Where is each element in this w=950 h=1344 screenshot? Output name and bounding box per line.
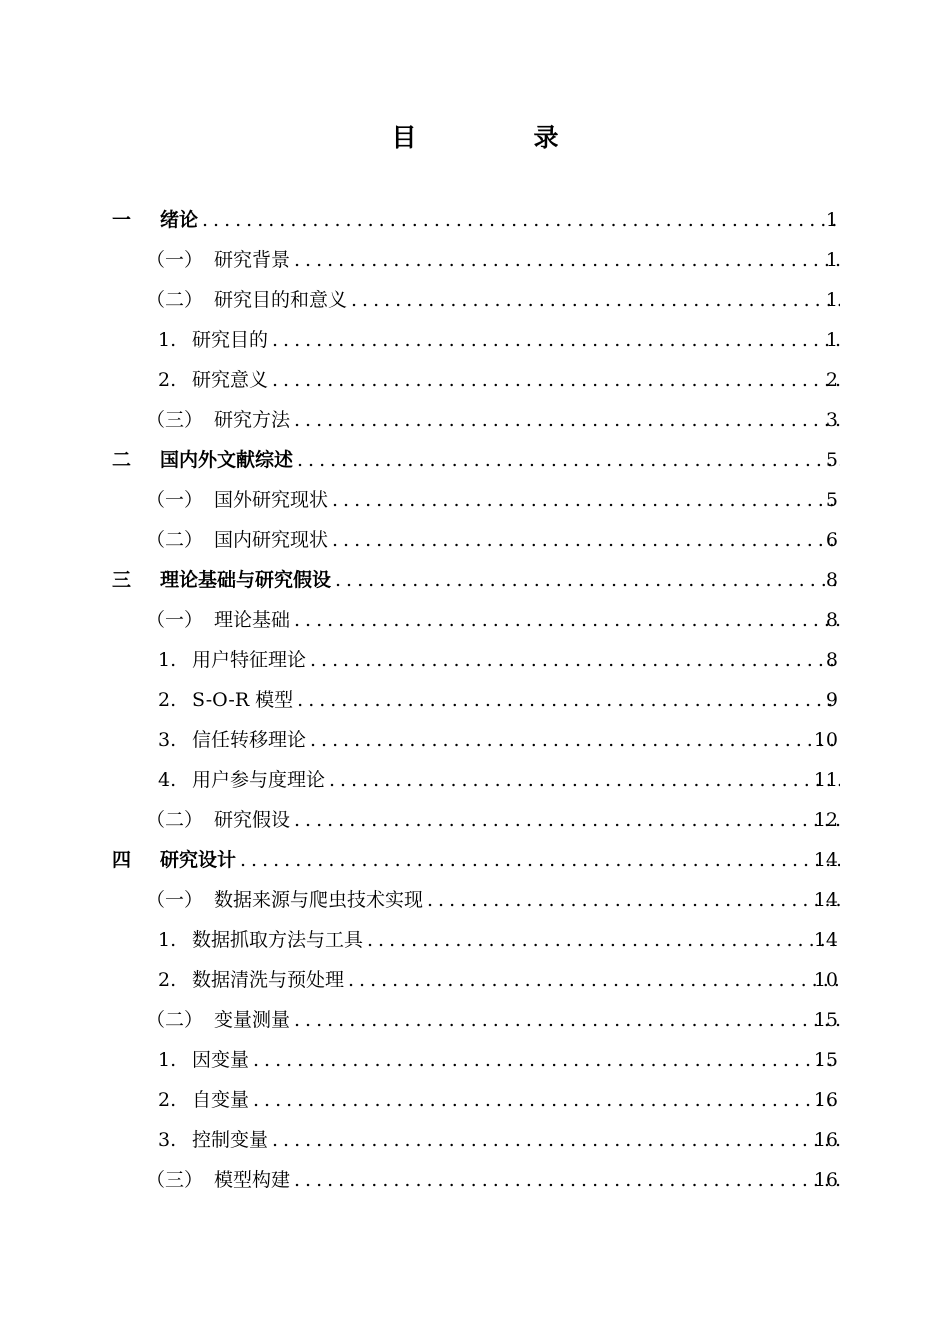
toc-dot-leader — [325, 768, 840, 792]
toc-entry-page: 11 — [813, 769, 838, 791]
toc-entry-number: （一） — [146, 249, 204, 271]
toc-entry-number: 2. — [158, 369, 177, 391]
toc-dot-leader — [290, 248, 840, 272]
toc-dot-leader — [306, 728, 840, 752]
toc-entry-number: 1. — [158, 329, 177, 351]
toc-dot-leader — [290, 808, 840, 832]
toc-entry-page: 12 — [813, 809, 838, 831]
toc-entry-number: 1. — [158, 929, 177, 951]
toc-entry-page: 9 — [825, 689, 838, 711]
toc-entry-page: 8 — [825, 649, 838, 671]
toc-entry-page: 16 — [813, 1169, 838, 1191]
toc-entry-title: 用户参与度理论 — [192, 769, 326, 791]
toc-entry-title: 研究目的 — [192, 329, 269, 351]
toc-entry[interactable] — [0, 680, 950, 720]
toc-entry-number: 2. — [158, 689, 177, 711]
toc-entry-title: 研究意义 — [192, 369, 269, 391]
toc-entry-page: 10 — [813, 969, 838, 991]
toc-entry[interactable] — [0, 760, 950, 800]
toc-entry-page: 1 — [825, 249, 838, 271]
toc-dot-leader — [331, 568, 840, 592]
toc-entry-page: 14 — [813, 889, 838, 911]
toc-entry-title: 控制变量 — [192, 1129, 269, 1151]
toc-entry[interactable] — [0, 320, 950, 360]
toc-entry-page: 1 — [825, 329, 838, 351]
toc-entry-page: 14 — [813, 849, 838, 871]
toc-entry[interactable] — [0, 1160, 950, 1200]
toc-entry[interactable] — [0, 280, 950, 320]
toc-entry[interactable] — [0, 880, 950, 920]
toc-entry-title: 因变量 — [192, 1049, 250, 1071]
toc-entry-title: 绪论 — [160, 209, 199, 231]
toc-entry-title: 理论基础 — [214, 609, 291, 631]
toc-entry-title: 研究假设 — [214, 809, 291, 831]
toc-entry[interactable] — [0, 720, 950, 760]
toc-entry-title: 数据来源与爬虫技术实现 — [214, 889, 424, 911]
toc-dot-leader — [268, 1128, 840, 1152]
toc-entry-title: 变量测量 — [214, 1009, 291, 1031]
toc-entry-title: 信任转移理论 — [192, 729, 307, 751]
toc-entry-number: 1. — [158, 1049, 177, 1071]
toc-entry-title: 用户特征理论 — [192, 649, 307, 671]
toc-entry-page: 1 — [825, 209, 838, 231]
toc-entry-number: （二） — [146, 529, 204, 551]
toc-entry-title: 国内外文献综述 — [160, 449, 294, 471]
toc-entry[interactable] — [0, 1120, 950, 1160]
toc-entry[interactable] — [0, 1040, 950, 1080]
toc-dot-leader — [423, 888, 840, 912]
toc-entry-number: （二） — [146, 809, 204, 831]
toc-dot-leader — [249, 1088, 840, 1112]
toc-entry[interactable] — [0, 920, 950, 960]
toc-entry-number: （一） — [146, 609, 204, 631]
toc-entry-page: 1 — [825, 289, 838, 311]
page-title: 目 录 — [391, 123, 605, 152]
toc-entry[interactable] — [0, 560, 950, 600]
toc-entry-page: 14 — [813, 929, 838, 951]
toc-entry-page: 6 — [825, 529, 838, 551]
toc-entry-number: 三 — [112, 569, 132, 591]
toc-entry-title: 研究背景 — [214, 249, 291, 271]
toc-entry-title: 模型构建 — [214, 1169, 291, 1191]
toc-dot-leader — [290, 1008, 840, 1032]
toc-dot-leader — [347, 288, 840, 312]
toc-entry-number: （一） — [146, 889, 204, 911]
toc-entry[interactable] — [0, 200, 950, 240]
toc-entry-number: 3. — [158, 1129, 177, 1151]
table-of-contents — [0, 200, 950, 1200]
toc-entry-title: 数据清洗与预处理 — [192, 969, 345, 991]
toc-entry-page: 15 — [813, 1009, 838, 1031]
toc-entry-page: 2 — [825, 369, 838, 391]
toc-entry[interactable] — [0, 520, 950, 560]
toc-entry[interactable] — [0, 800, 950, 840]
toc-entry-title: 国外研究现状 — [214, 489, 329, 511]
toc-entry[interactable] — [0, 400, 950, 440]
toc-entry[interactable] — [0, 1000, 950, 1040]
toc-entry-title: 数据抓取方法与工具 — [192, 929, 364, 951]
toc-entry-number: 2. — [158, 1089, 177, 1111]
toc-entry[interactable] — [0, 240, 950, 280]
toc-entry-page: 16 — [813, 1089, 838, 1111]
toc-entry-number: （二） — [146, 1009, 204, 1031]
toc-entry-page: 8 — [825, 569, 838, 591]
toc-dot-leader — [293, 448, 840, 472]
toc-entry-page: 5 — [825, 489, 838, 511]
toc-entry-title: 国内研究现状 — [214, 529, 329, 551]
toc-entry-page: 10 — [813, 729, 838, 751]
toc-entry-number: （三） — [146, 409, 204, 431]
toc-entry[interactable] — [0, 360, 950, 400]
toc-entry-page: 5 — [825, 449, 838, 471]
toc-dot-leader — [290, 608, 840, 632]
toc-entry-number: 1. — [158, 649, 177, 671]
toc-entry-title: 自变量 — [192, 1089, 250, 1111]
toc-dot-leader — [290, 408, 840, 432]
toc-dot-leader — [306, 648, 840, 672]
toc-dot-leader — [268, 328, 840, 352]
toc-dot-leader — [328, 488, 840, 512]
toc-entry-number: 2. — [158, 969, 177, 991]
toc-dot-leader — [363, 928, 840, 952]
toc-dot-leader — [236, 848, 840, 872]
toc-entry-title: 研究目的和意义 — [214, 289, 348, 311]
toc-entry-number: 一 — [112, 209, 132, 231]
toc-entry-number: （一） — [146, 489, 204, 511]
toc-entry-page: 3 — [825, 409, 838, 431]
toc-entry[interactable] — [0, 440, 950, 480]
toc-dot-leader — [293, 688, 840, 712]
toc-entry-title: 理论基础与研究假设 — [160, 569, 332, 591]
toc-entry-number: 二 — [112, 449, 132, 471]
toc-dot-leader — [268, 368, 840, 392]
toc-entry-number: （二） — [146, 289, 204, 311]
toc-entry[interactable] — [0, 640, 950, 680]
toc-entry-number: 3. — [158, 729, 177, 751]
toc-entry[interactable] — [0, 600, 950, 640]
toc-dot-leader — [328, 528, 840, 552]
toc-entry-page: 15 — [813, 1049, 838, 1071]
toc-dot-leader — [198, 208, 840, 232]
toc-entry-title: 研究方法 — [214, 409, 291, 431]
toc-entry[interactable] — [0, 960, 950, 1000]
toc-dot-leader — [290, 1168, 840, 1192]
toc-entry-page: 16 — [813, 1129, 838, 1151]
toc-entry-page: 8 — [825, 609, 838, 631]
toc-entry-title: S-O-R 模型 — [192, 689, 294, 711]
toc-entry-number: 四 — [112, 849, 132, 871]
toc-entry-number: 4. — [158, 769, 177, 791]
toc-entry-number: （三） — [146, 1169, 204, 1191]
toc-entry[interactable] — [0, 840, 950, 880]
toc-entry-title: 研究设计 — [160, 849, 237, 871]
toc-entry[interactable] — [0, 480, 950, 520]
toc-dot-leader — [344, 968, 840, 992]
toc-entry[interactable] — [0, 1080, 950, 1120]
toc-dot-leader — [249, 1048, 840, 1072]
